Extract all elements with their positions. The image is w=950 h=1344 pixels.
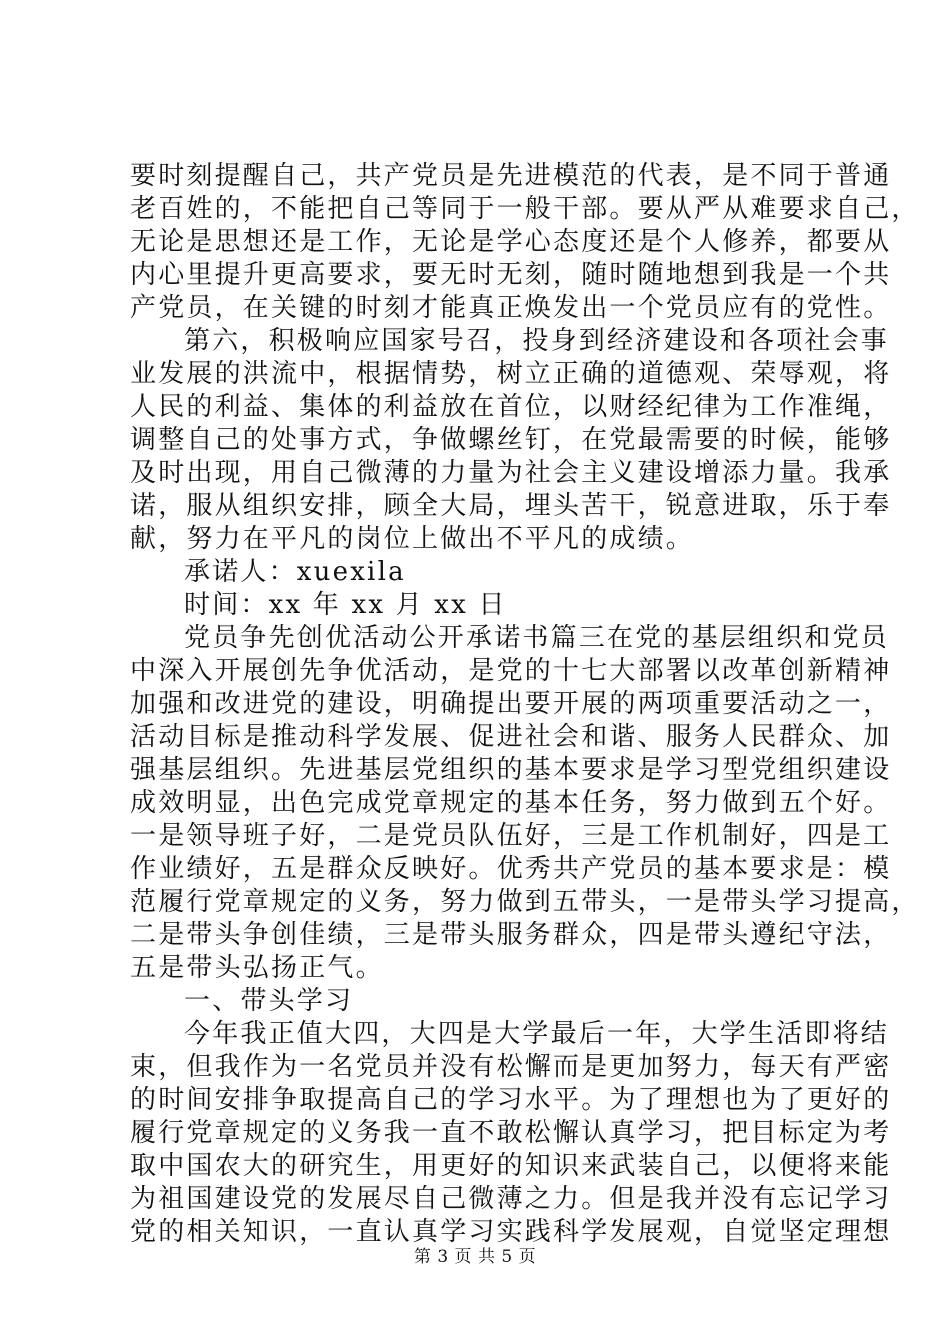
text-line: 取中国农大的研究生，用更好的知识来武装自己，以便将来能	[130, 1151, 892, 1181]
text-line: 产党员，在关键的时刻才能真正焕发出一个党员应有的党性。	[130, 293, 892, 323]
text-line: 党员争先创优活动公开承诺书篇三在党的基层组织和党员	[184, 623, 890, 653]
text-line: 老百姓的，不能把自己等同于一般干部。要从严从难要求自己，	[130, 194, 920, 224]
text-line: 人民的利益、集体的利益放在首位，以财经纪律为工作准绳，	[130, 392, 892, 422]
text-line: 束，但我作为一名党员并没有松懈而是更加努力，每天有严密	[130, 1052, 892, 1082]
text-line: 党的相关知识，一直认真学习实践科学发展观，自觉坚定理想	[130, 1217, 892, 1247]
text-line: 无论是思想还是工作，无论是学心态度还是个人修养，都要从	[130, 227, 892, 257]
text-line: 二是带头争创佳绩，三是带头服务群众，四是带头遵纪守法，	[130, 920, 892, 950]
text-line: 强基层组织。先进基层党组织的基本要求是学习型党组织建设	[130, 755, 892, 785]
text-line: 及时出现，用自己微薄的力量为社会主义建设增添力量。我承	[130, 458, 892, 488]
text-line: 今年我正值大四，大四是大学最后一年，大学生活即将结	[184, 1019, 890, 1049]
text-line: 内心里提升更高要求，要无时无刻，随时随地想到我是一个共	[130, 260, 892, 290]
text-line: 活动目标是推动科学发展、促进社会和谐、服务人民群众、加	[130, 722, 892, 752]
text-line: 承诺人：xuexila	[184, 557, 406, 587]
text-line: 的时间安排争取提高自己的学习水平。为了理想也为了更好的	[130, 1085, 892, 1115]
text-line: 范履行党章规定的义务，努力做到五带头，一是带头学习提高，	[130, 887, 920, 917]
page-footer: 第 3 页 共 5 页	[413, 1247, 537, 1267]
text-line: 要时刻提醒自己，共产党员是先进模范的代表，是不同于普通	[130, 161, 892, 191]
text-line: 献，努力在平凡的岗位上做出不平凡的成绩。	[130, 524, 695, 554]
text-line: 履行党章规定的义务我一直不敢松懈认真学习，把目标定为考	[130, 1118, 892, 1148]
text-line: 成效明显，出色完成党章规定的基本任务，努力做到五个好。	[130, 788, 892, 818]
text-line: 作业绩好，五是群众反映好。优秀共产党员的基本要求是：模	[130, 854, 892, 884]
text-line: 五是带头弘扬正气。	[130, 953, 384, 983]
document-body	[130, 160, 920, 1249]
text-line: 业发展的洪流中，根据情势，树立正确的道德观、荣辱观，将	[130, 359, 892, 389]
text-line: 中深入开展创先争优活动，是党的十七大部署以改革创新精神	[130, 656, 892, 686]
text-line: 时间：xx 年 xx 月 xx 日	[184, 590, 507, 620]
text-line: 诺，服从组织安排，顾全大局，埋头苦干，锐意进取，乐于奉	[130, 491, 892, 521]
text-line: 加强和改进党的建设，明确提出要开展的两项重要活动之一，	[130, 689, 892, 719]
text-line: 一、带头学习	[184, 986, 354, 1016]
text-line: 调整自己的处事方式，争做螺丝钉，在党最需要的时候，能够	[130, 425, 892, 455]
text-line: 第六，积极响应国家号召，投身到经济建设和各项社会事	[184, 326, 890, 356]
text-line: 一是领导班子好，二是党员队伍好，三是工作机制好，四是工	[130, 821, 892, 851]
text-line: 为祖国建设党的发展尽自己微薄之力。但是我并没有忘记学习	[130, 1184, 892, 1214]
